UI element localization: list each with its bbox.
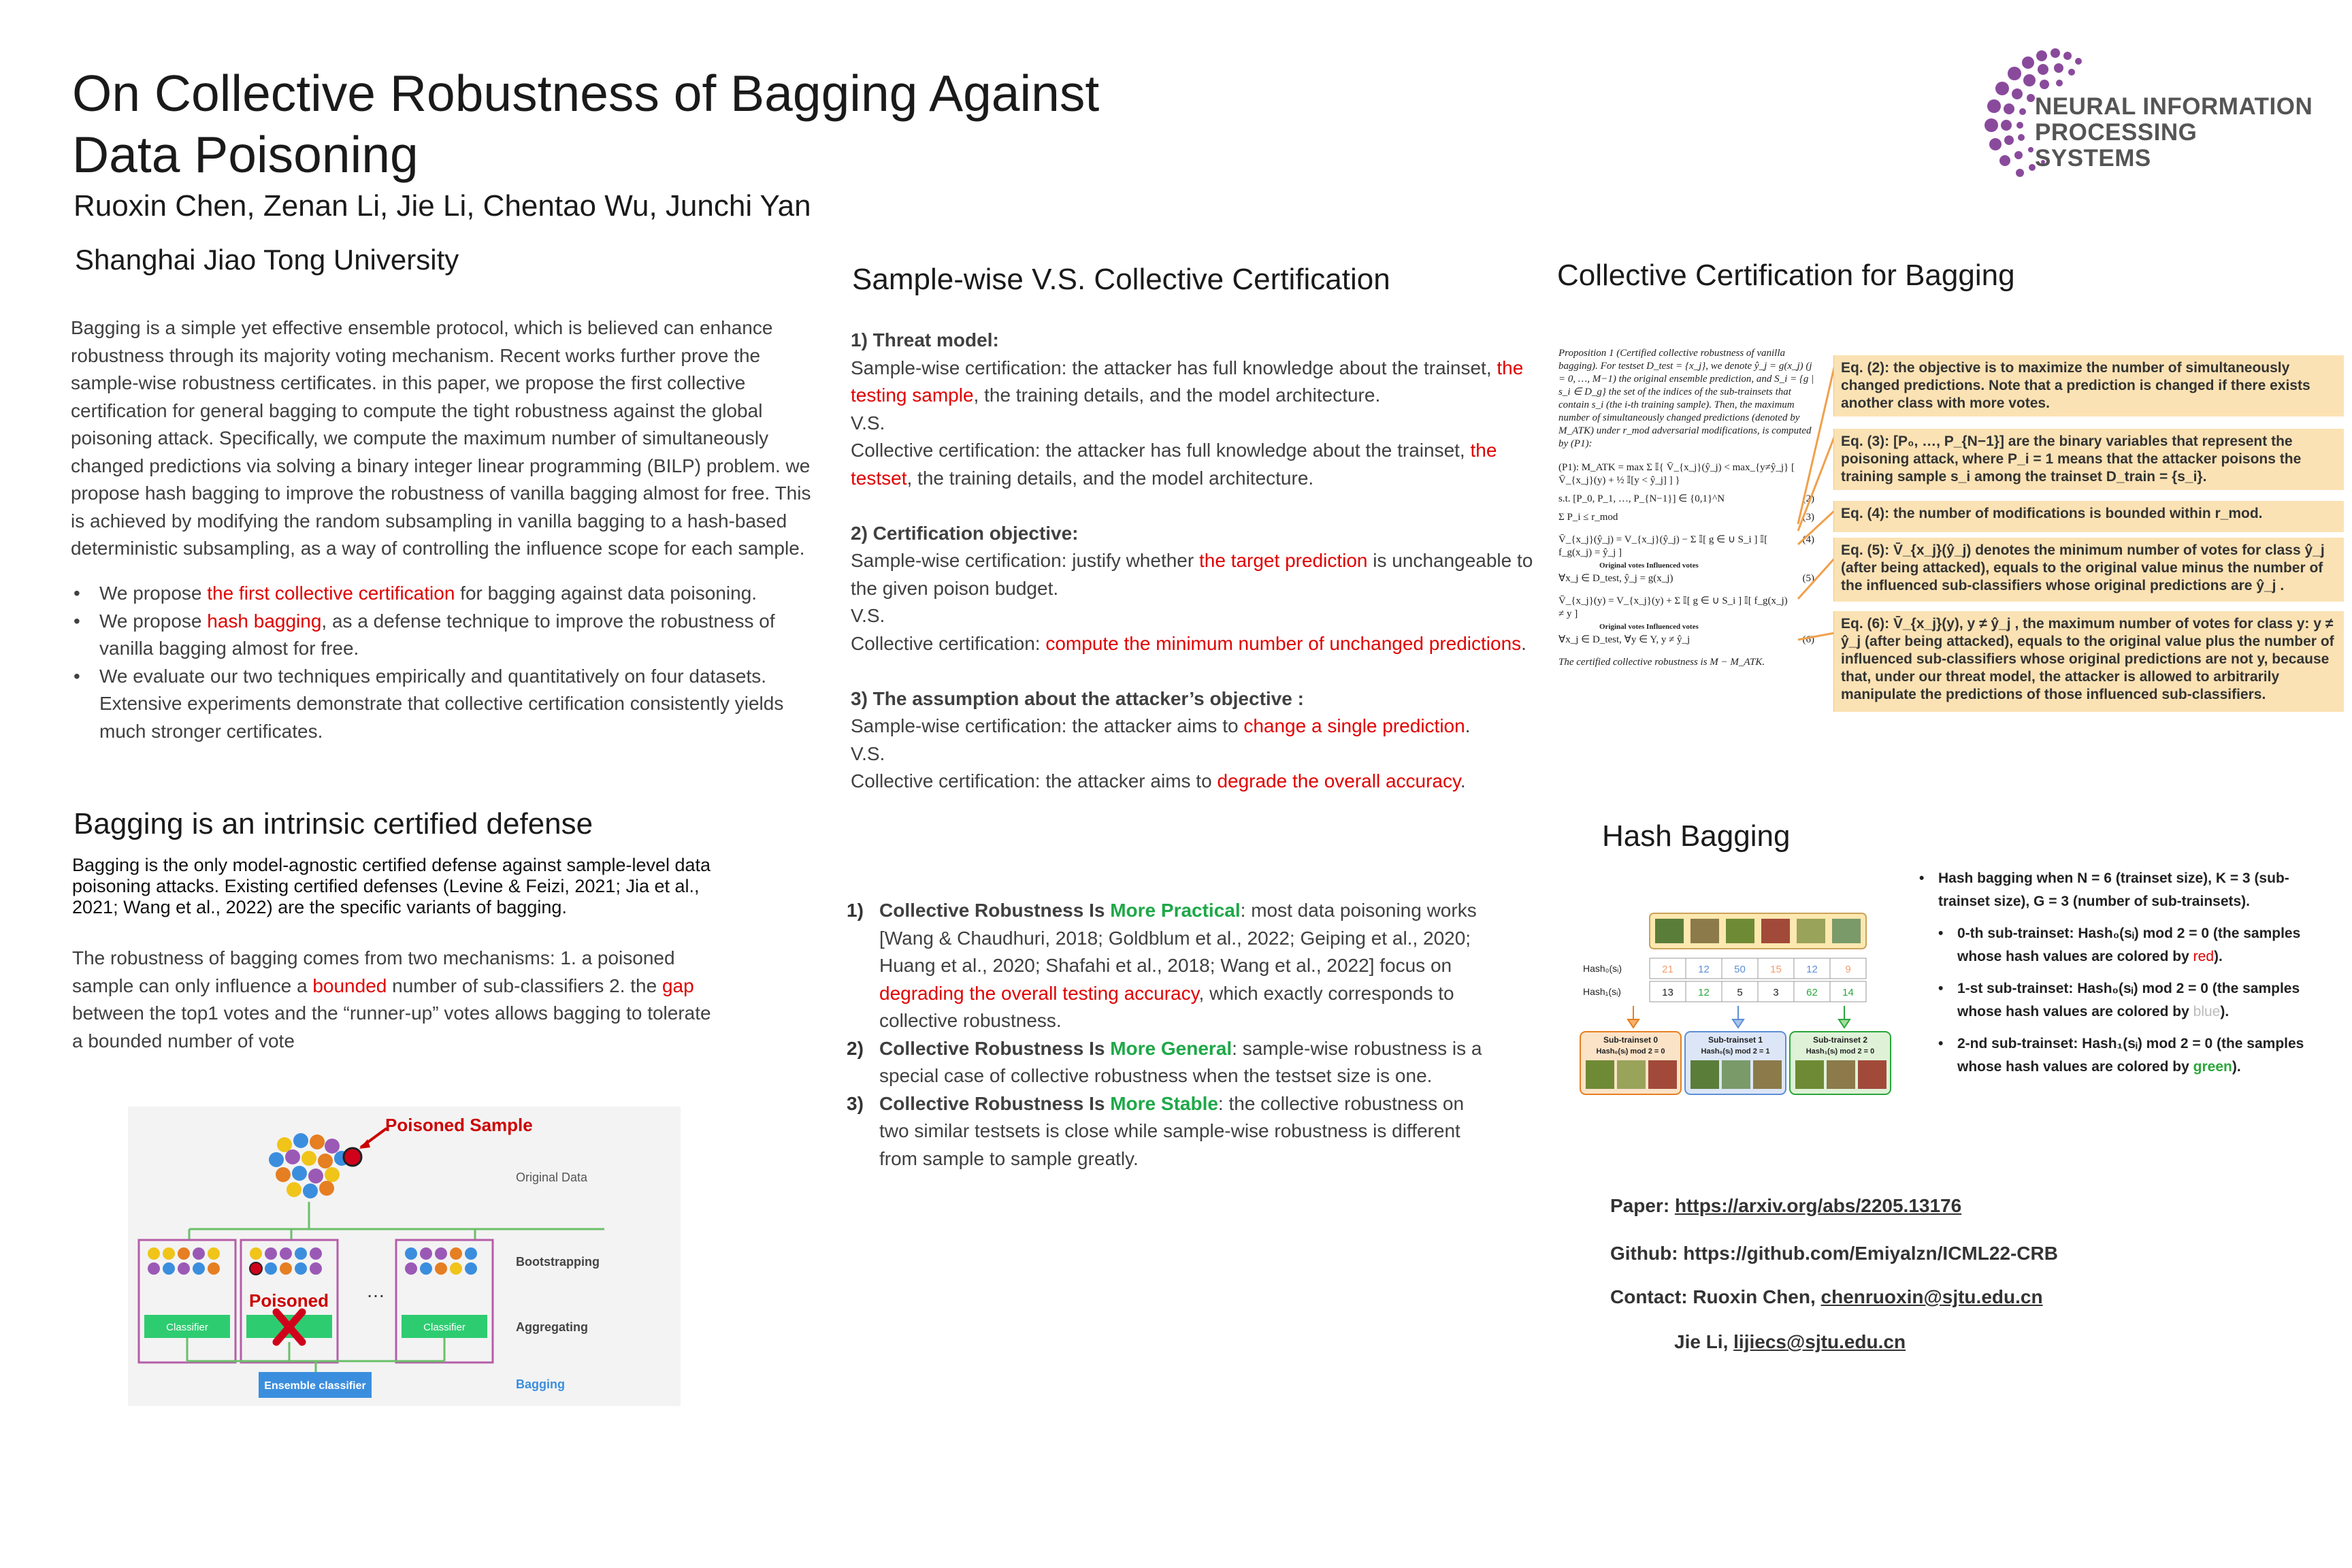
- logo-line-1: NEURAL INFORMATION: [2035, 93, 2313, 120]
- ellipsis-label: …: [366, 1280, 385, 1301]
- hash0-cell: 15: [1770, 964, 1782, 975]
- bootstrapping-label: Bootstrapping: [516, 1255, 600, 1269]
- sub0-title: Sub-trainset 0: [1603, 1035, 1659, 1045]
- eq-num-4: (4): [1802, 534, 1814, 545]
- bagging-diagram: [128, 1107, 681, 1406]
- logo-line-2: PROCESSING SYSTEMS: [2035, 119, 2198, 172]
- proposition-text: Proposition 1 (Certified collective robustness of vanilla bagging). For testset D_test = {x_j}, we denote ŷ_j = g(x_j) (j = 0, …, M−1) the original ensemble prediction, and S_i = {g | s_i ∈ D_g} the set of the indices of the sub-trainsets that contain s_i (the i-th training sample). Then, the maximum number of simultaneously changed predictions (denoted by M_ATK) under r_mod adversarial modifications, is computed by (P1):: [1558, 348, 1814, 449]
- original-data-label: Original Data: [516, 1171, 588, 1184]
- bagging-label: Bagging: [516, 1377, 565, 1391]
- hash1-cell: 13: [1662, 987, 1673, 998]
- hash1-cell: 12: [1698, 987, 1710, 998]
- hash1-cell: 62: [1806, 987, 1818, 998]
- eq-s4: V̄_{x_j}(y) = V_{x_j}(y) + Σ 𝕀[ g ∈ ∪ S_i ] 𝕀[ f_g(x_j) ≠ y ]: [1558, 595, 1788, 619]
- title-line-2: Data Poisoning: [72, 126, 419, 183]
- hash1-label: Hash₁(sᵢ): [1583, 986, 1621, 997]
- proposition-box: [1558, 347, 1814, 735]
- eq-s3: V̄_{x_j}(ŷ_j) = V_{x_j}(ŷ_j) − Σ 𝕀[ g ∈ ∪ S_i ] 𝕀[ f_g(x_j) = ŷ_j ]: [1558, 534, 1768, 558]
- sub2-rule: Hash₁(sᵢ) mod 2 = 0: [1806, 1047, 1875, 1056]
- intrinsic-p2: The robustness of bagging comes from two mechanisms: 1. a poisoned sample can only influence a bounded number of sub-classifiers 2. the gap between the top1 votes and the “runner-up” votes allows bagging to tolerate a bounded number of vote: [72, 947, 711, 1051]
- contributions-list: [72, 580, 794, 745]
- contact2-line: Jie Li, lijiecs@sjtu.edu.cn: [1674, 1331, 1906, 1352]
- paper-link-line: Paper: https://arxiv.org/abs/2205.13176: [1610, 1195, 1962, 1216]
- poster-title: [72, 63, 1229, 185]
- eq3-box: Eq. (3): [P₀, …, P_{N−1}] are the binary variables that represent the poisoning attack, where P_i = 1 means that the attacker poisons the training sample s_i among the trainset D_train = {s_i}.: [1833, 429, 2344, 490]
- sub1-title: Sub-trainset 1: [1708, 1035, 1763, 1045]
- neurips-logo: [1960, 41, 2314, 184]
- advantage-1: 1) Collective Robustness Is More Practical: most data poisoning works [Wang & Chaudhuri, 2018; Goldblum et al., 2022; Geiping et al., 2020; Huang et al., 2020; Shafahi et al., 2018; Wang et al., 2022] focus on degrading the overall testing accuracy, which exactly corresponds to collective robustness.: [847, 900, 1477, 1031]
- eq-p1: (P1): M_ATK = max Σ 𝕀{ V̄_{x_j}(ŷ_j) < max_{y≠ŷ_j} [ V̄_{x_j}(y) + ½ 𝕀[y < ŷ_j] ] }: [1558, 462, 1795, 486]
- certified-robustness: The certified collective robustness is M − M_ATK.: [1558, 657, 1765, 668]
- eq-s1: s.t. [P_0, P_1, …, P_{N−1}] ∈ {0,1}^N: [1558, 493, 1725, 504]
- hash-bullet-3: • 1-st sub-trainset: Hash₀(sᵢ) mod 2 = 0 (the samples whose hash values are colored by blue).: [1938, 981, 2300, 1019]
- classifier-label-1: Classifier: [166, 1322, 208, 1333]
- samplewise-body: 1) Threat model: Sample-wise certification: the attacker has full knowledge about the trainset, the testing sample, the training details, and the model architecture. V.S. Collective certification: the attacker has full knowledge about the trainset, the testset, the training details, and the model architecture. 2) Certification objective: Sample-wise certification: justify whether the target prediction is unchangeable to the given poison budget. V.S. Collective certification: compute the minimum number of unchanged predictions. 3) The assumption about the attacker’s objective : Sample-wise certification: the attacker aims to change a single prediction. V.S. Collective certification: the attacker aims to degrade the overall accuracy.: [851, 329, 1533, 791]
- hash1-cell: 3: [1773, 987, 1779, 998]
- aggregating-label: Aggregating: [516, 1320, 588, 1334]
- github-line[interactable]: Github: https://github.com/Emiyalzn/ICML22-CRB: [1610, 1243, 2058, 1264]
- intrinsic-heading: Bagging is an intrinsic certified defense: [74, 807, 593, 840]
- hash1-cell: 5: [1737, 987, 1743, 998]
- hash0-cell: 9: [1845, 964, 1851, 975]
- eq-num-3: (3): [1802, 512, 1814, 523]
- samplewise-heading: Sample-wise V.S. Collective Certification: [852, 263, 1390, 296]
- advantage-3: 3) Collective Robustness Is More Stable: the collective robustness on two similar testsets is close while sample-wise robustness is different from sample to sample greatly.: [847, 1092, 1465, 1169]
- hash1-cell: 14: [1842, 987, 1854, 998]
- affiliation: Shanghai Jiao Tong University: [75, 244, 459, 276]
- eq-num-2: (2): [1802, 493, 1814, 504]
- eq4-box: Eq. (4): the number of modifications is bounded within r_mod.: [1833, 501, 2344, 532]
- advantages-list: [847, 897, 1486, 1173]
- eq-s2: Σ P_i ≤ r_mod: [1558, 512, 1618, 523]
- hash0-cell: 12: [1698, 964, 1710, 975]
- abstract: Bagging is a simple yet effective ensemble protocol, which is believed can enhance robustness through its majority voting mechanism. Recent works further prove the sample-wise robustness certificates. in this paper, we propose the first collective certification for general bagging to compute the tight robustness against the global poisoning attack. Specifically, we compute the maximum number of simultaneously changed predictions via solving a binary integer linear programming (BILP) problem. we propose hash bagging to improve the robustness of vanilla bagging almost for free. This is achieved by modifying the random subsampling in vanilla bagging to a hash-based deterministic subsampling, as a way of controlling the influence scope for each sample.: [71, 317, 811, 559]
- eq6-box: Eq. (6): V̄_{x_j}(y), y ≠ ŷ_j , the maximum number of votes for class y: y ≠ ŷ_j (after being attacked), equals to the original value plus the number of influenced sub-classifiers whose original predictions are not y, because that, under our threat model, the attacker is allowed to arbitrarily manipulate the predictions of those influenced sub-classifiers.: [1833, 611, 2344, 712]
- sub2-title: Sub-trainset 2: [1812, 1035, 1868, 1045]
- poisoned-label: Poisoned: [249, 1290, 329, 1311]
- hash-diagram: [1579, 909, 1899, 1100]
- paper-link[interactable]: https://arxiv.org/abs/2205.13176: [1674, 1195, 1962, 1216]
- contribution-3: • We evaluate our two techniques empirically and quantitatively on four datasets. Extensive experiments demonstrate that collective certification consistently yields much stronger certificates.: [72, 663, 794, 746]
- intrinsic-p1: Bagging is the only model-agnostic certified defense against sample-level data poisoning attacks. Existing certified defenses (Levine & Feizi, 2021; Jia et al., 2021; Wang et al., 2022) are the specific variants of bagging.: [72, 855, 711, 917]
- poisoned-sample-label: Poisoned Sample: [385, 1115, 533, 1135]
- contribution-1: • We propose the first collective certification for bagging against data poisoning.: [72, 580, 794, 608]
- eq-s3-cond: ∀x_j ∈ D_test, ŷ_j = g(x_j): [1558, 573, 1673, 584]
- hash0-label: Hash₀(sᵢ): [1583, 963, 1622, 974]
- eq2-box: Eq. (2): the objective is to maximize the number of simultaneously changed predictions. Note that a prediction is changed if there exists another class with more votes.: [1833, 355, 2344, 416]
- title-line-1: On Collective Robustness of Bagging Against: [72, 65, 1100, 122]
- hash-bullets: [1919, 867, 2334, 1078]
- hash-bullet-1: • Hash bagging when N = 6 (trainset size), K = 3 (sub-trainset size), G = 3 (number of sub-trainsets).: [1919, 870, 2289, 909]
- hash0-cell: 21: [1662, 964, 1673, 975]
- sub1-rule: Hash₀(sᵢ) mod 2 = 1: [1701, 1047, 1770, 1056]
- hash0-cell: 50: [1734, 964, 1746, 975]
- advantage-2: 2) Collective Robustness Is More General: sample-wise robustness is a special case of collective robustness when the testset size is one.: [847, 1037, 1482, 1086]
- eq-s4-labels: Original votes Influenced votes: [1599, 623, 1699, 631]
- contact2-email-link[interactable]: lijiecs@sjtu.edu.cn: [1733, 1331, 1906, 1352]
- ensemble-classifier-label: Ensemble classifier: [264, 1380, 366, 1392]
- contact-line: Contact: Ruoxin Chen, chenruoxin@sjtu.edu.cn: [1610, 1286, 2043, 1307]
- hash-heading: Hash Bagging: [1602, 819, 1791, 853]
- eq-num-6: (6): [1802, 634, 1814, 645]
- classifier-label-3: Classifier: [423, 1322, 466, 1333]
- sub0-rule: Hash₀(sᵢ) mod 2 = 0: [1596, 1047, 1665, 1056]
- authors: Ruoxin Chen, Zenan Li, Jie Li, Chentao Wu, Junchi Yan: [74, 189, 811, 223]
- eq-s3-labels: Original votes Influenced votes: [1599, 561, 1699, 570]
- hash-bullet-2: • 0-th sub-trainset: Hash₀(sᵢ) mod 2 = 0 (the samples whose hash values are colored by red).: [1938, 926, 2301, 964]
- hash0-cell: 12: [1806, 964, 1818, 975]
- contact-email-link[interactable]: chenruoxin@sjtu.edu.cn: [1820, 1286, 2043, 1307]
- eq5-box: Eq. (5): V̄_{x_j}(ŷ_j) denotes the minimum number of votes for class ŷ_j (after being attacked), equals to the original value minus the number of the influenced sub-classifiers whose original predictions are ŷ_j .: [1833, 538, 2344, 602]
- eq-s4-cond: ∀x_j ∈ D_test, ∀y ∈ Y, y ≠ ŷ_j: [1558, 634, 1690, 645]
- eq-num-5: (5): [1802, 573, 1814, 584]
- hash-bullet-4: • 2-nd sub-trainset: Hash₁(sᵢ) mod 2 = 0 (the samples whose hash values are colored by green).: [1938, 1036, 2304, 1075]
- collective-heading: Collective Certification for Bagging: [1557, 259, 2015, 292]
- eq-connectors: [1797, 354, 1838, 708]
- contribution-2: • We propose hash bagging, as a defense technique to improve the robustness of vanilla bagging almost for free.: [72, 608, 794, 663]
